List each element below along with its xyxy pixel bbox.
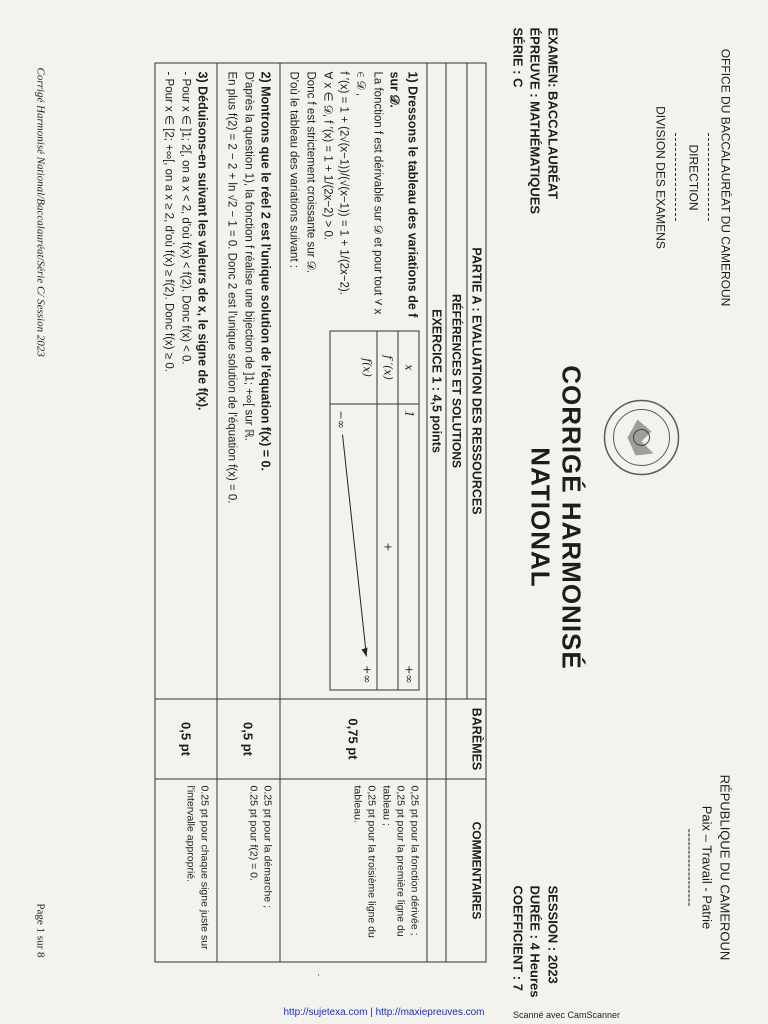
q2-line: D'après la question 1), la fonction f réalise une bijection de ]1; +∞[ sur ℝ. xyxy=(242,71,255,441)
q1-line: ∀ x ∈ 𝒟, f ′(x) = 1 + 1/(2x−2) > 0. xyxy=(321,71,334,241)
q2-line: En plus f(2) = 2 − 2 + ln √2 − 1 = 0. Donc 2 est l'unique solution de l'équation f(x) = 0. xyxy=(225,71,238,504)
q1-line: f ′(x) = 1 + (2√(x−1))/(√(x−1)) = 1 + 1/(2x−2). xyxy=(337,71,350,295)
scan-mark: ' xyxy=(318,973,320,982)
q1-line: D'où le tableau des variations suivant : xyxy=(287,71,300,269)
col-comments: COMMENTAIRES xyxy=(446,779,486,962)
q3-line: - Pour x ∈ ]1; 2[, on a x < 2, d'où f(x) < f(2). Donc f(x) < 0. xyxy=(179,71,192,365)
serie: SÉRIE : C xyxy=(510,27,526,88)
coefficient: COEFFICIENT : 7 xyxy=(510,885,526,991)
document-title: CORRIGÉ HARMONISÉ NATIONAL xyxy=(525,365,587,670)
var-f-start: −∞ xyxy=(334,410,348,429)
var-x-start: 1 xyxy=(402,410,416,418)
var-fp-sign: + xyxy=(377,404,398,690)
var-x-label: x xyxy=(398,331,419,404)
var-x-row xyxy=(398,404,419,690)
header-right xyxy=(681,738,734,998)
q3-title: Déduisons-en suivant les valeurs de x, le signe de f(x). xyxy=(195,86,210,411)
republic-name: RÉPUBLIQUE DU CAMEROUN xyxy=(717,774,733,961)
division-label: DIVISION DES EXAMENS xyxy=(653,106,668,249)
comment-line: 0,25 pt pour la première ligne du tableau ; xyxy=(380,785,407,937)
empty-cell xyxy=(427,699,446,779)
question-row xyxy=(217,63,279,962)
q3-heading xyxy=(194,72,212,691)
q1-bareme: 0,75 pt xyxy=(280,699,427,779)
q2-number: 2) xyxy=(258,71,273,83)
office-name: OFFICE DU BACCALAURÉAT DU CAMEROUN xyxy=(718,48,733,307)
var-fp-label: f ′(x) xyxy=(377,331,398,404)
variation-table xyxy=(330,331,420,691)
q2-content xyxy=(217,63,279,699)
question-row xyxy=(280,63,427,962)
rotated-document xyxy=(27,8,742,1018)
q1-line: La fonction f est dérivable sur 𝒟 et pour tout ∀ x ∈ 𝒟 , xyxy=(354,71,384,315)
q2-bareme: 0,5 pt xyxy=(217,699,279,779)
comment-line: 0.25 pt pour f(2) = 0. xyxy=(247,785,260,881)
partie-header: PARTIE A : EVALUATION DES RESSOURCES xyxy=(467,63,486,699)
q1-content xyxy=(280,63,427,699)
q3-content xyxy=(155,63,217,699)
exercise-header: EXERCICE 1 : 4,5 points xyxy=(427,63,446,699)
comment-line: 0.25 pt pour chaque signe juste sur l'intervalle approprié. xyxy=(184,785,211,950)
exam-name: EXAMEN: BACCALAURÉAT xyxy=(545,27,561,200)
motto: Paix – Travail - Patrie xyxy=(699,805,715,930)
q1-number: 1) xyxy=(405,71,420,83)
comment-line: 0,25 pt pour la troisième ligne du tableau. xyxy=(351,785,378,938)
q1-title: Dressons le tableau des variations de f sur 𝒟. xyxy=(387,71,420,318)
comment-line: 0.25 pt pour la démarche ; xyxy=(261,785,274,909)
correction-table xyxy=(154,63,486,963)
var-f-row xyxy=(330,404,377,690)
increasing-arrow-icon xyxy=(341,435,371,665)
q3-line: - Pour x ∈ [2; +∞[, on a x ≥ 2, d'où f(x) ≥ f(2). Donc f(x) ≥ 0. xyxy=(162,71,175,372)
header-dash: ------------------ xyxy=(682,828,698,907)
var-f-end: +∞ xyxy=(360,665,374,684)
duration: DURÉE : 4 Heures xyxy=(527,885,543,998)
session: SESSION : 2023 xyxy=(545,885,561,984)
footer-left: Corrigé Harmonisé National/Baccalauréat/Série C/ Session 2023 xyxy=(34,67,47,357)
q3-comments xyxy=(155,779,217,962)
q1-comments xyxy=(280,779,427,962)
q2-heading xyxy=(256,72,274,691)
header-left xyxy=(653,28,734,328)
col-baremes: BARÈMES xyxy=(446,699,486,779)
q3-bareme: 0,5 pt xyxy=(155,699,217,779)
var-x-end: +∞ xyxy=(402,665,416,684)
q2-title: Montrons que le réel 2 est l'unique solution de l'équation f(x) = 0. xyxy=(258,86,273,471)
var-f-label: f(x) xyxy=(330,331,377,404)
page-number: Page 1 sur 8 xyxy=(34,903,47,958)
exam-meta xyxy=(509,28,562,215)
watermark-links[interactable]: http://sujetexa.com | http://maxiepreuves.com xyxy=(283,1007,485,1018)
col-refs: RÉFÉRENCES ET SOLUTIONS xyxy=(446,63,467,699)
q1-line: Donc f est strictement croissante sur 𝒟. xyxy=(304,71,317,274)
header-dash: ------------------ xyxy=(702,132,717,223)
camscanner-label: Scanné avec CamScanner xyxy=(512,1010,620,1020)
q2-comments xyxy=(217,779,279,962)
header-dash: ------------------ xyxy=(669,132,684,223)
direction-label: DIRECTION xyxy=(686,144,701,211)
document-sheet xyxy=(27,8,742,1018)
empty-cell xyxy=(427,779,446,962)
q3-number: 3) xyxy=(195,71,210,83)
official-seal-stamp xyxy=(602,398,682,478)
subject: ÉPREUVE : MATHÉMATIQUES xyxy=(527,27,543,215)
question-row xyxy=(155,63,217,962)
session-meta xyxy=(509,886,562,998)
comment-line: 0,25 pt pour la fonction dérivée ; xyxy=(408,785,421,936)
